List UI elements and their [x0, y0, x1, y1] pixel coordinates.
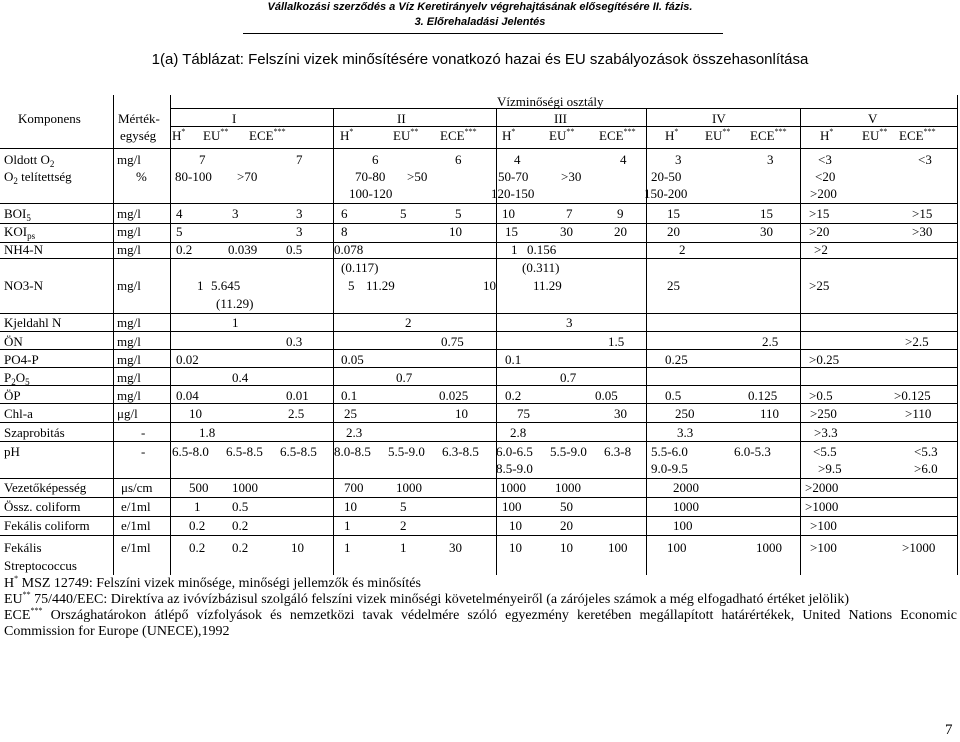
table-cell: 4 [514, 152, 521, 167]
table-rule [0, 203, 957, 204]
table-cell: mg/l [117, 278, 141, 293]
table-cell: 10 [344, 499, 357, 514]
table-cell: Szaprobitás [4, 425, 65, 440]
table-cell: Kjeldahl N [4, 315, 62, 330]
table-cell: μs/cm [121, 480, 153, 495]
table-cell: 30 [614, 406, 627, 421]
sub-header-eu-4: EU** [705, 127, 731, 143]
table-cell: 50-70 [498, 169, 529, 184]
table-cell: >70 [237, 169, 258, 184]
table-cell: 10 [449, 224, 462, 239]
table-cell: >0.125 [894, 388, 931, 403]
table-cell: 30 [449, 540, 462, 555]
table-cell: mg/l [117, 206, 141, 221]
table-rule [0, 349, 957, 350]
table-cell: 0.025 [439, 388, 469, 403]
table-cell: 10 [291, 540, 304, 555]
table-cell: 3 [767, 152, 774, 167]
table-cell: 5.645 [211, 278, 241, 293]
table-cell: 1 [194, 499, 201, 514]
sub-header-ece-5: ECE*** [899, 127, 936, 143]
document-header-title: Vállalkozási szerződés a Víz Keretirányelv végrehajtásának elősegítésére II. fázis. [267, 1, 693, 13]
table-cell: mg/l [117, 352, 141, 367]
sub-header-h-5: H* [820, 127, 834, 143]
table-cell: - [141, 425, 146, 440]
table-cell: Fekális [4, 540, 42, 555]
table-rule [113, 95, 114, 575]
table-cell: 3 [232, 206, 239, 221]
table-cell: - [141, 444, 146, 459]
table-cell: e/1ml [121, 540, 151, 555]
table-cell: 0.2 [232, 518, 249, 533]
table-cell: 20 [667, 224, 680, 239]
footnote-ece: ECE*** Országhatárokon átlépő vízfolyások és nemzetközi tavak védelmére szóló egyezmény keretében megállapított határértékek, United Nations Economic Commission for Europe (UNECE),1992 [4, 606, 957, 639]
table-cell: 5 [455, 206, 462, 221]
table-cell: 4 [176, 206, 183, 221]
table-cell: 4 [620, 152, 627, 167]
sub-header-eu-1: EU** [203, 127, 229, 143]
table-cell: 0.25 [665, 352, 688, 367]
table-cell: 2000 [673, 480, 699, 495]
footnote-eu: EU** 75/440/EEC: Direktíva az ivóvízbázisul szolgáló felszíni vizek minőségi követelményeiről (a zárójeles számok a még elfogadható értéket jelölik) [4, 590, 850, 607]
table-cell: 0.078 [334, 242, 364, 257]
table-cell: <20 [815, 169, 836, 184]
sub-header-eu-5: EU** [862, 127, 888, 143]
table-cell: 30 [560, 224, 573, 239]
table-cell: 20 [560, 518, 573, 533]
table-cell: 11.29 [366, 278, 395, 293]
table-cell: 1000 [555, 480, 581, 495]
table-cell: 80-100 [175, 169, 212, 184]
table-cell: 6.5-8.0 [172, 444, 209, 459]
table-rule [170, 108, 957, 109]
table-cell: 0.039 [228, 242, 258, 257]
table-cell: 2.5 [762, 334, 779, 349]
table-rule [0, 478, 957, 479]
table-cell: 7 [199, 152, 206, 167]
table-cell: 0.125 [748, 388, 778, 403]
table-rule [0, 223, 957, 224]
table-cell: 0.2 [505, 388, 522, 403]
table-cell: mg/l [117, 334, 141, 349]
table-rule [0, 313, 957, 314]
table-cell: 2.8 [510, 425, 527, 440]
table-cell: >50 [407, 169, 428, 184]
table-rule [170, 126, 957, 127]
table-cell: 10 [509, 540, 522, 555]
table-cell: 8.0-8.5 [334, 444, 371, 459]
table-cell: 1000 [232, 480, 258, 495]
table-cell: <3 [918, 152, 932, 167]
table-cell: 5.5-9.0 [550, 444, 587, 459]
table-cell: >200 [810, 186, 837, 201]
table-cell: 0.7 [396, 370, 413, 385]
table-cell: Chl-a [4, 406, 33, 421]
table-cell: 9.0-9.5 [651, 461, 688, 476]
table-cell: 1 [232, 315, 239, 330]
table-cell: >2000 [805, 480, 839, 495]
table-cell: >15 [809, 206, 830, 221]
table-cell: >1000 [805, 499, 839, 514]
table-rule [0, 497, 957, 498]
table-cell: mg/l [117, 242, 141, 257]
table-cell: 100 [502, 499, 522, 514]
table-cell: mg/l [117, 315, 141, 330]
table-cell: 10 [509, 518, 522, 533]
sub-header-ece-4: ECE*** [750, 127, 787, 143]
table-cell: $P_2O_5$ [4, 370, 30, 387]
table-cell: 25 [667, 278, 680, 293]
table-cell: 1000 [500, 480, 526, 495]
table-cell: Oldott $O_2$ [4, 152, 55, 169]
header-rule [243, 33, 723, 34]
table-cell: 100-120 [349, 186, 393, 201]
table-cell: 0.1 [505, 352, 522, 367]
sub-header-h-3: H* [502, 127, 516, 143]
table-cell: 250 [675, 406, 695, 421]
table-cell: >3.3 [814, 425, 838, 440]
table-cell: >0.5 [809, 388, 833, 403]
class-header-V: V [868, 111, 878, 126]
table-cell: 20 [614, 224, 627, 239]
table-cell: e/1ml [121, 499, 151, 514]
table-cell: 7 [566, 206, 573, 221]
table-cell: 7 [296, 152, 303, 167]
table-cell: 1.5 [608, 334, 625, 349]
table-cell: 2 [679, 242, 686, 257]
table-rule [0, 385, 957, 386]
table-cell: 1 [344, 518, 351, 533]
table-cell: 0.5 [232, 499, 249, 514]
footnote-h: H* MSZ 12749: Felszíni vizek minősége, minőségi jellemzők és minősítés [4, 574, 421, 591]
table-cell: 6.5-8.5 [226, 444, 263, 459]
table-rule [170, 95, 171, 575]
table-cell: 1.8 [199, 425, 216, 440]
table-cell: 150-200 [644, 186, 688, 201]
table-cell: 3.3 [677, 425, 694, 440]
table-rule [0, 331, 957, 332]
sub-header-h-4: H* [665, 127, 679, 143]
table-cell: <5.3 [914, 444, 938, 459]
table-cell: >110 [905, 406, 932, 421]
table-cell: 6 [372, 152, 379, 167]
table-cell: (11.29) [216, 296, 254, 311]
table-cell: 75 [517, 406, 530, 421]
table-cell: 5.5-6.0 [651, 444, 688, 459]
table-rule [0, 242, 957, 243]
table-cell: 15 [505, 224, 518, 239]
table-cell: 0.1 [341, 388, 358, 403]
table-caption: 1(a) Táblázat: Felszíni vizek minősítésére vonatkozó hazai és EU szabályozások összehasonlítása [151, 51, 809, 68]
table-cell: >25 [809, 278, 830, 293]
table-cell: 0.156 [527, 242, 557, 257]
table-cell: 5.5-9.0 [388, 444, 425, 459]
page-number: 7 [945, 722, 953, 738]
table-cell: 0.02 [176, 352, 199, 367]
table-rule [957, 95, 958, 575]
table-cell: 0.3 [286, 334, 303, 349]
table-rule [0, 441, 957, 442]
table-cell: >6.0 [914, 461, 938, 476]
table-cell: 8.5-9.0 [496, 461, 533, 476]
table-cell: 25 [344, 406, 357, 421]
table-cell: 5 [176, 224, 183, 239]
table-cell: Fekális coliform [4, 518, 90, 533]
table-rule [0, 367, 957, 368]
table-cell: 1 [344, 540, 351, 555]
table-cell: 5 [348, 278, 355, 293]
table-cell: >100 [810, 518, 837, 533]
table-cell: 6.0-5.3 [734, 444, 771, 459]
header-vizminosegi-osztaly: Vízminőségi osztály [497, 94, 604, 109]
table-cell: <3 [818, 152, 832, 167]
table-cell: PO4-P [4, 352, 39, 367]
table-cell: 0.4 [232, 370, 249, 385]
table-cell: >30 [561, 169, 582, 184]
table-cell: >2.5 [905, 334, 929, 349]
table-cell: 6.3-8.5 [442, 444, 479, 459]
table-cell: 6 [455, 152, 462, 167]
table-cell: 10 [483, 278, 496, 293]
table-rule [0, 258, 957, 259]
table-cell: mg/l [117, 152, 141, 167]
document-header-subtitle: 3. Előrehaladási Jelentés [414, 16, 546, 28]
table-rule [0, 403, 957, 404]
table-cell: 5 [400, 206, 407, 221]
table-cell: 2 [405, 315, 412, 330]
header-komponens: Komponens [18, 111, 81, 126]
table-cell: 9 [617, 206, 624, 221]
table-cell: 100 [608, 540, 628, 555]
table-cell: 15 [760, 206, 773, 221]
table-cell: 5 [400, 499, 407, 514]
table-cell: Vezetőképesség [4, 480, 87, 495]
class-header-III: III [554, 111, 567, 126]
table-cell: 2.5 [288, 406, 305, 421]
table-rule [0, 535, 957, 536]
table-cell: 10 [189, 406, 202, 421]
table-cell: 1 [511, 242, 518, 257]
table-cell: ÖN [4, 334, 23, 349]
table-cell: e/1ml [121, 518, 151, 533]
table-cell: 100 [673, 518, 693, 533]
table-rule [333, 108, 334, 575]
table-cell: 0.01 [286, 388, 309, 403]
table-rule [0, 148, 957, 149]
class-header-I: I [232, 111, 237, 126]
table-cell: mg/l [117, 224, 141, 239]
table-cell: mg/l [117, 388, 141, 403]
table-cell: 2 [400, 518, 407, 533]
table-cell: (0.311) [522, 260, 560, 275]
table-cell: 700 [344, 480, 364, 495]
sub-header-eu-2: EU** [393, 127, 419, 143]
table-cell: 110 [760, 406, 780, 421]
table-cell: 10 [560, 540, 573, 555]
table-cell: 500 [189, 480, 209, 495]
table-cell: 11.29 [533, 278, 562, 293]
table-cell: 1000 [396, 480, 422, 495]
table-cell: 1 [400, 540, 407, 555]
table-cell: ÖP [4, 388, 21, 403]
table-cell: >1000 [902, 540, 936, 555]
table-cell: 0.2 [232, 540, 249, 555]
table-cell: NH4-N [4, 242, 43, 257]
table-cell: 0.5 [665, 388, 682, 403]
table-cell: μg/l [117, 406, 138, 421]
table-rule [0, 422, 957, 423]
table-cell: 0.2 [189, 518, 206, 533]
sub-header-h-2: H* [340, 127, 354, 143]
table-cell: 6.5-8.5 [280, 444, 317, 459]
table-rule [800, 108, 801, 575]
table-cell: 0.04 [176, 388, 199, 403]
table-cell: >30 [912, 224, 933, 239]
table-cell: >100 [810, 540, 837, 555]
table-cell: $KOI_{ps}$ [4, 224, 36, 241]
table-cell: 0.05 [341, 352, 364, 367]
header-mertek-1: Mérték- [118, 111, 160, 126]
table-cell: 3 [675, 152, 682, 167]
sub-header-ece-2: ECE*** [440, 127, 477, 143]
table-cell: <5.5 [813, 444, 837, 459]
table-cell: 10 [455, 406, 468, 421]
table-cell: Össz. coliform [4, 499, 81, 514]
table-cell: 0.75 [441, 334, 464, 349]
table-cell: 120-150 [491, 186, 535, 201]
table-cell: $O_2$ telítettség [4, 169, 72, 186]
table-cell: 3 [296, 206, 303, 221]
table-cell: >15 [912, 206, 933, 221]
header-mertek-2: egység [120, 128, 157, 143]
table-cell: NO3-N [4, 278, 43, 293]
table-cell: $BOI_5$ [4, 206, 31, 223]
table-cell: 6.0-6.5 [496, 444, 533, 459]
table-cell: 6.3-8 [604, 444, 632, 459]
table-cell: 70-80 [355, 169, 386, 184]
table-cell: (0.117) [341, 260, 379, 275]
table-rule [646, 108, 647, 575]
table-rule [0, 516, 957, 517]
table-cell: 15 [667, 206, 680, 221]
sub-header-ece-3: ECE*** [599, 127, 636, 143]
table-cell: mg/l [117, 370, 141, 385]
table-cell: 30 [760, 224, 773, 239]
table-rule [496, 108, 497, 575]
sub-header-ece-1: ECE*** [249, 127, 286, 143]
table-cell: 20-50 [651, 169, 682, 184]
table-cell: % [136, 169, 147, 184]
footnotes [4, 576, 957, 640]
table-cell: 3 [566, 315, 573, 330]
table-cell: 8 [341, 224, 348, 239]
table-cell: 10 [502, 206, 515, 221]
table-cell: 0.05 [595, 388, 618, 403]
table-cell: >0.25 [809, 352, 840, 367]
table-cell: pH [4, 444, 20, 459]
class-header-IV: IV [712, 111, 726, 126]
table-cell: 3 [296, 224, 303, 239]
table-cell: 1000 [673, 499, 699, 514]
table-cell: 0.2 [189, 540, 206, 555]
table-cell: 1000 [756, 540, 782, 555]
table-cell: >20 [809, 224, 830, 239]
table-cell: 0.7 [560, 370, 577, 385]
sub-header-eu-3: EU** [549, 127, 575, 143]
table-cell: 6 [341, 206, 348, 221]
table-cell: 2.3 [346, 425, 363, 440]
table-cell: 0.2 [176, 242, 193, 257]
class-header-II: II [397, 111, 406, 126]
table-cell: >9.5 [818, 461, 842, 476]
table-cell: 50 [560, 499, 573, 514]
table-cell: >250 [810, 406, 837, 421]
water-quality-table [0, 95, 960, 575]
sub-header-h-1: H* [172, 127, 186, 143]
table-cell: Streptococcus [4, 558, 77, 573]
table-cell: 100 [667, 540, 687, 555]
table-cell: 0.5 [286, 242, 303, 257]
table-cell: >2 [814, 242, 828, 257]
table-cell: 1 [197, 278, 204, 293]
